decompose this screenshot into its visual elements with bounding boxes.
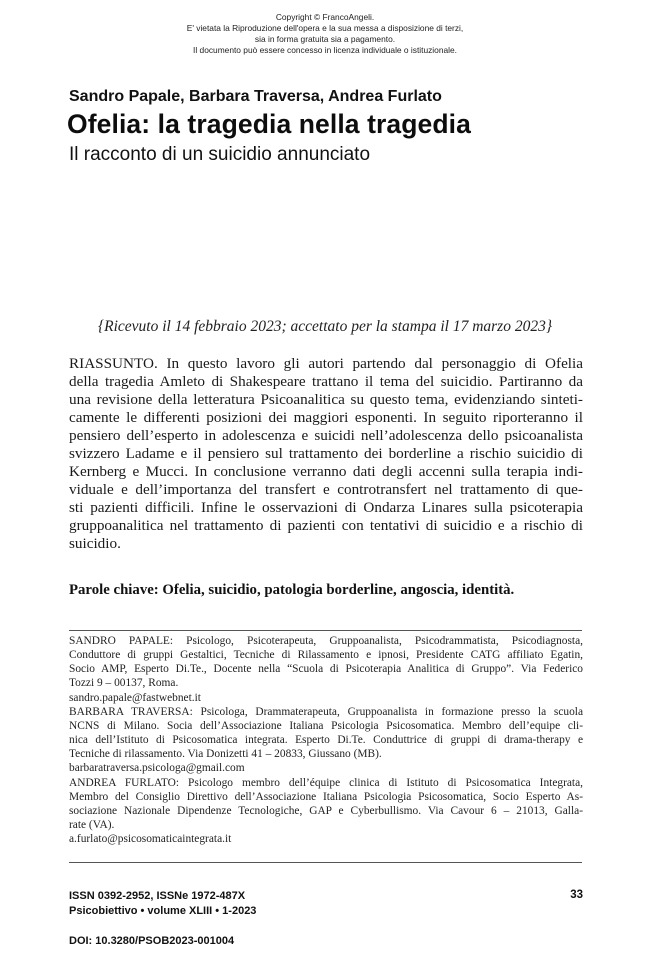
bio-line: Membro del Consiglio Direttivo dell’Associazione Italiana Psicologia Psicosomatica, Socio Esperto As- xyxy=(69,790,583,803)
bio-email: a.furlato@psicosomaticaintegrata.it xyxy=(69,833,232,846)
received-dates: {Ricevuto il 14 febbraio 2023; accettato per la stampa il 17 marzo 2023} xyxy=(97,318,553,335)
abstract-line: viduale e dell’importanza del transfert e controtransfert nel trattamento di que- xyxy=(69,481,583,499)
copyright-line: Copyright © FrancoAngeli. xyxy=(275,12,375,22)
bio-line: rate (VA). xyxy=(69,819,115,832)
bio-line: BARBARA TRAVERSA: Psicologa, Drammaterapeuta, Gruppoanalista in formazione presso la scuola xyxy=(69,705,583,718)
abstract-line: pensiero dell’esperto in adolescenza e suicidi nell’adolescenza dello psicoanalista xyxy=(69,427,583,445)
bio-email: sandro.papale@fastwebnet.it xyxy=(69,691,201,704)
article-subtitle: Il racconto di un suicidio annunciato xyxy=(69,144,371,165)
bio-line: Tecniche di rilassamento. Via Donizetti 41 – 20833, Giussano (MB). xyxy=(69,748,382,761)
bio-line: Socio AMP, Esperto Di.Te., Docente nella “Scuola di Psicoterapia Analitica di Gruppo”. Via Federico xyxy=(69,663,583,676)
bio-divider-top xyxy=(69,630,582,631)
journal-info xyxy=(69,889,256,919)
abstract-line: camente le differenti posizioni dei maggiori esponenti. In seguito riporteranno il xyxy=(69,409,583,427)
bio-line: Conduttore di gruppi Gestaltici, Tecniche di Rilassamento e ipnosi, Presidente CATG affiliato Egatin, xyxy=(69,649,583,662)
abstract-line: della tragedia Amleto di Shakespeare trattano il tema del suicidio. Partiranno da xyxy=(69,373,583,391)
copyright-line: E' vietata la Riproduzione dell'opera e la sua messa a disposizione di terzi, xyxy=(186,23,464,33)
doi: DOI: 10.3280/PSOB2023-001004 xyxy=(69,935,235,947)
abstract-line: RIASSUNTO. In questo lavoro gli autori partendo dal personaggio di Ofelia xyxy=(69,355,583,372)
abstract-line: suicidio. xyxy=(69,535,121,553)
copyright-line: sia in forma gratuita sia a pagamento. xyxy=(254,34,396,44)
abstract xyxy=(69,355,583,554)
page-number: 33 xyxy=(570,889,583,901)
bio-line: SANDRO PAPALE: Psicologo, Psicoterapeuta, Gruppoanalista, Psicodrammatista, Psicodiagnosta, xyxy=(69,635,583,647)
abstract-line: svizzero Ladame e il pensiero sul trattamento dei borderline a rischio suicidio di xyxy=(69,445,583,463)
bio-line: nica dell’Istituto di Psicosomatica integrata. Esperto Di.Te. Conduttrice di gruppi di drama-therapy e xyxy=(69,734,583,747)
copyright-line: Il documento può essere concesso in licenza individuale o istituzionale. xyxy=(193,45,457,55)
copyright-notice xyxy=(0,12,650,56)
article-title: Ofelia: la tragedia nella tragedia xyxy=(67,109,471,139)
journal-volume: Psicobiettivo • volume XLIII • 1-2023 xyxy=(69,905,257,917)
issn: ISSN 0392-2952, ISSNe 1972-487X xyxy=(69,890,246,902)
abstract-line: gruppoanalitica nel trattamento di pazienti con tentativi di suicidio e a rischio di xyxy=(69,517,583,535)
abstract-line: sti pazienti difficili. Infine le osservazioni di Ondarza Linares sulla psicoterapia xyxy=(69,499,583,517)
bio-line: ANDREA FURLATO: Psicologo membro dell’équipe clinica di Istituto di Psicosomatica Integrata, xyxy=(69,776,583,789)
article-authors: Sandro Papale, Barbara Traversa, Andrea Furlato xyxy=(69,88,442,105)
abstract-line: una revisione della letteratura Psicoanalitica su questo tema, evidenziando sinteti- xyxy=(69,391,583,409)
bio-email: barbaratraversa.psicologa@gmail.com xyxy=(69,762,245,775)
bio-line: sociazione Nazionale Dipendenze Tecnologiche, GAP e Cyberbullismo. Via Cavour 6 – 21013, Galla- xyxy=(69,804,583,817)
bio-divider-bottom xyxy=(69,862,582,863)
author-bios xyxy=(69,634,583,846)
abstract-line: Kernberg e Mucci. In conclusione verranno dati degli accenni sulla terapia indi- xyxy=(69,463,583,481)
bio-line: NCNS di Milano. Socia dell’Associazione Italiana Psicologia Psicosomatica. Membro dell’equipe cli- xyxy=(69,719,583,732)
keywords: Parole chiave: Ofelia, suicidio, patologia borderline, angoscia, identità. xyxy=(69,582,515,598)
bio-line: Tozzi 9 – 00137, Roma. xyxy=(69,677,179,690)
